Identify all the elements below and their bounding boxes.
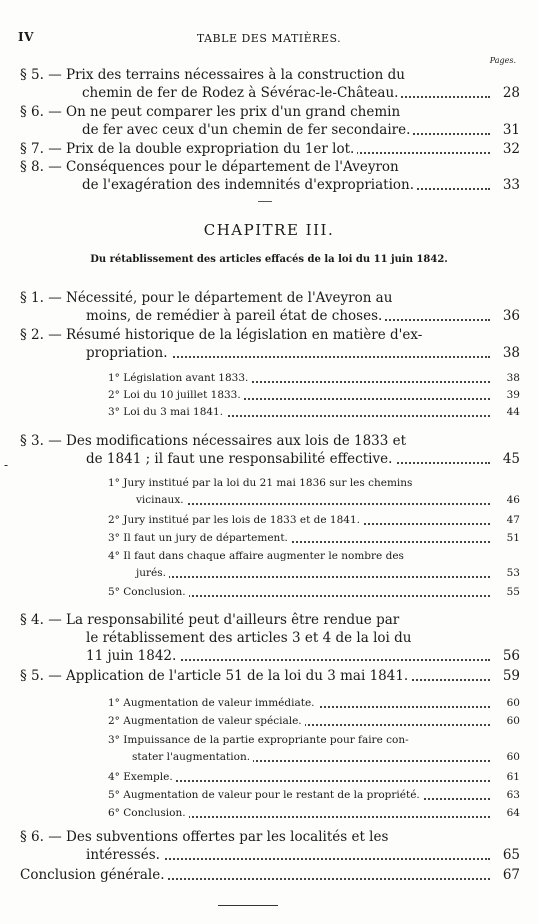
toc-entry-section: [20, 140, 520, 158]
toc-page-number: 39: [494, 387, 520, 403]
toc-entry-section: [20, 611, 520, 665]
toc-page-number: 59: [494, 667, 520, 685]
toc-subentry: [20, 387, 520, 404]
toc-page-number: 33: [494, 176, 520, 194]
toc-entry-text: le rétablissement des articles 3 et 4 de la loi du: [86, 630, 414, 646]
toc-entry-text: de 1841 ; il faut une responsabilité effective.: [86, 451, 395, 467]
toc-entry-text: § 5. — Application de l'article 51 de la loi du 3 mai 1841.: [20, 668, 411, 684]
toc-entry-text: 2° Jury institué par les lois de 1833 et de 1841.: [108, 514, 363, 526]
toc-entry-text: chemin de fer de Rodez à Sévérac-le-Château.: [82, 85, 401, 101]
toc-entry-section: [20, 158, 520, 194]
toc-entry-text: 2° Augmentation de valeur spéciale.: [108, 715, 305, 727]
toc-page-number: 60: [494, 713, 520, 729]
toc-page-number: 63: [494, 787, 520, 803]
chapter-title: CHAPITRE III.: [203, 221, 335, 239]
toc-entry-text: § 4. — La responsabilité peut d'ailleurs être rendue par: [20, 612, 402, 628]
toc-subentry: [20, 548, 520, 582]
toc-subentry: [20, 584, 520, 601]
toc-entry-text: intéressés.: [86, 847, 163, 863]
toc-page-number: 47: [494, 512, 520, 528]
running-title: TABLE DES MATIÈRES.: [196, 32, 342, 45]
toc-page-number: 31: [494, 121, 520, 139]
toc-page-number: 67: [494, 866, 520, 884]
toc-entry-section: [20, 66, 520, 102]
toc-entry-conclusion: [20, 866, 520, 884]
dot-leader: [136, 503, 490, 505]
toc-entry-text: 3° Il faut un jury de département.: [108, 532, 291, 544]
toc-entry-text: 3° Impuissance de la partie expropriante pour faire con-: [108, 734, 412, 746]
toc-subentry: [20, 805, 520, 822]
pages-column-label: Pages.: [489, 56, 516, 65]
toc-entry-section: [20, 326, 520, 362]
toc-entry-text: 1° Jury institué par la loi du 21 mai 1836 sur les chemins: [108, 477, 415, 489]
toc-entry-text: Conclusion générale.: [20, 867, 168, 883]
toc-subentry: [20, 370, 520, 387]
toc-entry-text: § 7. — Prix de la double expropriation du 1er lot.: [20, 141, 357, 157]
toc-entry-section: [20, 103, 520, 139]
toc-entry-text: 3° Loi du 3 mai 1841.: [108, 406, 226, 418]
toc-subentry: [20, 404, 520, 421]
toc-subentry: [20, 530, 520, 547]
toc-entry-text: propriation.: [86, 345, 171, 361]
toc-subentry: [20, 512, 520, 529]
toc-entry-text: 5° Augmentation de valeur pour le restant de la propriété.: [108, 789, 423, 801]
end-rule: [218, 905, 278, 906]
toc-entry-text: vicinaux.: [136, 494, 187, 506]
toc-entry-text: de l'exagération des indemnités d'expropriation.: [82, 177, 417, 193]
page-number: IV: [18, 30, 34, 44]
toc-entry-section: [20, 828, 520, 864]
toc-subentry: [20, 787, 520, 804]
toc-entry-text: § 8. — Conséquences pour le département de l'Aveyron: [20, 159, 402, 175]
toc-subentry: [20, 713, 520, 730]
toc-entry-section: [20, 289, 520, 325]
toc-page-number: 61: [494, 769, 520, 785]
toc-subentry: [20, 475, 520, 509]
divider: [258, 201, 272, 202]
toc-entry-text: 4° Exemple.: [108, 771, 176, 783]
toc-page-number: 46: [494, 492, 520, 508]
toc-entry-text: 5° Conclusion.: [108, 586, 189, 598]
toc-entry-text: 1° Législation avant 1833.: [108, 372, 251, 384]
toc-entry-text: jurés.: [136, 567, 169, 579]
toc-entry-text: moins, de remédier à pareil état de choses.: [86, 308, 385, 324]
toc-entry-text: § 6. — On ne peut comparer les prix d'un grand chemin: [20, 104, 403, 120]
toc-page-number: 51: [494, 530, 520, 546]
toc-page-number: 55: [494, 584, 520, 600]
toc-entry-text: § 1. — Nécessité, pour le département de l'Aveyron au: [20, 290, 395, 306]
chapter-subtitle: Du rétablissement des articles effacés de la loi du 11 juin 1842.: [90, 254, 448, 265]
toc-entry-text: de fer avec ceux d'un chemin de fer secondaire.: [82, 122, 413, 138]
toc-entry-text: 2° Loi du 10 juillet 1833.: [108, 389, 244, 401]
toc-page-number: 36: [494, 307, 520, 325]
toc-page-number: 38: [494, 344, 520, 362]
toc-entry-text: § 3. — Des modifications nécessaires aux lois de 1833 et: [20, 433, 409, 449]
toc-entry-text: stater l'augmentation.: [132, 751, 253, 763]
toc-page-number: 32: [494, 140, 520, 158]
toc-entry-text: 4° Il faut dans chaque affaire augmenter le nombre des: [108, 550, 407, 562]
toc-page-number: 60: [494, 749, 520, 765]
dot-leader: [136, 576, 490, 578]
toc-entry-text: § 2. — Résumé historique de la législation en matière d'ex-: [20, 327, 425, 343]
toc-subentry: [20, 732, 520, 766]
toc-page-number: 38: [494, 370, 520, 386]
toc-page-number: 65: [494, 846, 520, 864]
toc-entry-text: § 6. — Des subventions offertes par les localités et les: [20, 829, 391, 845]
toc-page-number: 64: [494, 805, 520, 821]
toc-subentry: [20, 695, 520, 712]
toc-entry-text: 11 juin 1842.: [86, 648, 179, 664]
toc-subentry: [20, 769, 520, 786]
toc-page-number: 53: [494, 565, 520, 581]
toc-entry-text: § 5. — Prix des terrains nécessaires à la construction du: [20, 67, 408, 83]
toc-entry-section: [20, 432, 520, 468]
margin-mark: -: [4, 458, 9, 472]
toc-page-number: 60: [494, 695, 520, 711]
toc-entry-text: 1° Augmentation de valeur immédiate.: [108, 697, 318, 709]
toc-entry-section: [20, 667, 520, 685]
toc-page-number: 28: [494, 84, 520, 102]
page-header: [18, 30, 520, 50]
toc-page-number: 44: [494, 404, 520, 420]
toc-entry-text: 6° Conclusion.: [108, 807, 189, 819]
toc-page-number: 56: [494, 647, 520, 665]
toc-page-number: 45: [494, 450, 520, 468]
